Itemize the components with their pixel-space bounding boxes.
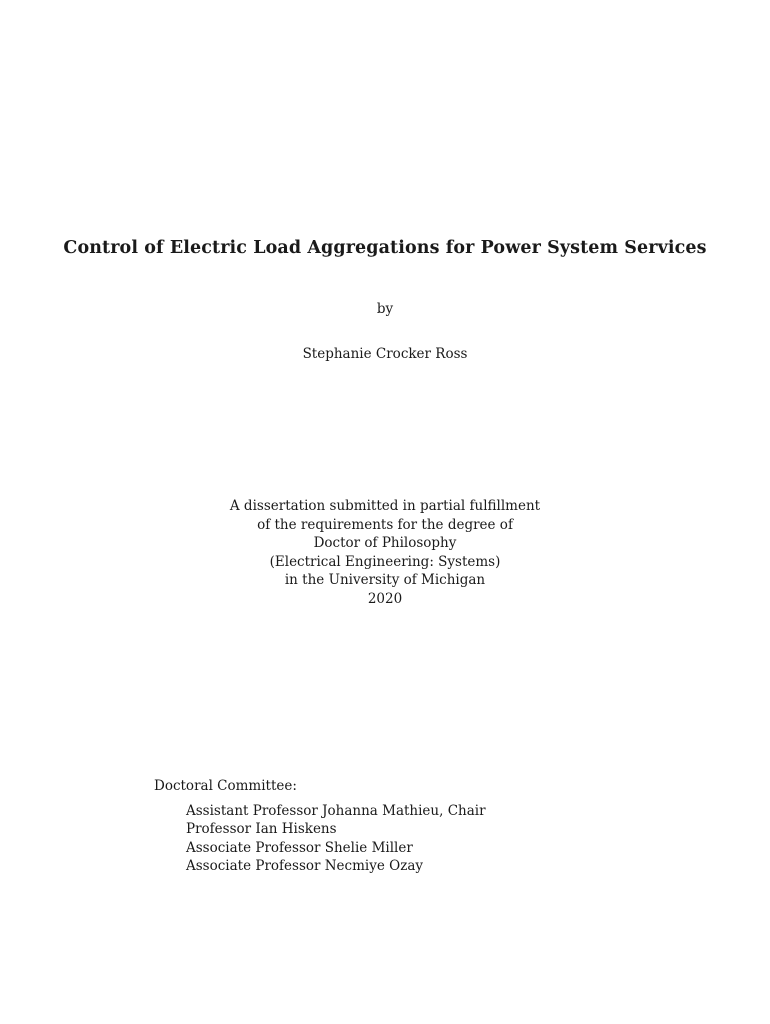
university-line: in the University of Michigan (284, 572, 486, 588)
committee-member: Assistant Professor Johanna Mathieu, Chair (186, 802, 486, 819)
committee-member: Professor Ian Hiskens (186, 821, 337, 837)
degree-statement (0, 497, 770, 608)
dissertation-title: Control of Electric Load Aggregations for Power System Services (63, 238, 707, 258)
committee-members (154, 802, 486, 876)
degree-name: Doctor of Philosophy (313, 535, 457, 551)
year: 2020 (367, 590, 403, 607)
by-label: by (376, 301, 394, 317)
statement-line: A dissertation submitted in partial fulfillment (229, 498, 541, 514)
degree-program: (Electrical Engineering: Systems) (269, 553, 501, 570)
author-name: Stephanie Crocker Ross (302, 346, 468, 362)
doctoral-committee (154, 777, 486, 876)
committee-member: Associate Professor Shelie Miller (186, 839, 413, 856)
committee-heading: Doctoral Committee: (154, 778, 297, 794)
statement-line: of the requirements for the degree of (257, 516, 513, 533)
committee-member: Associate Professor Necmiye Ozay (186, 858, 423, 874)
